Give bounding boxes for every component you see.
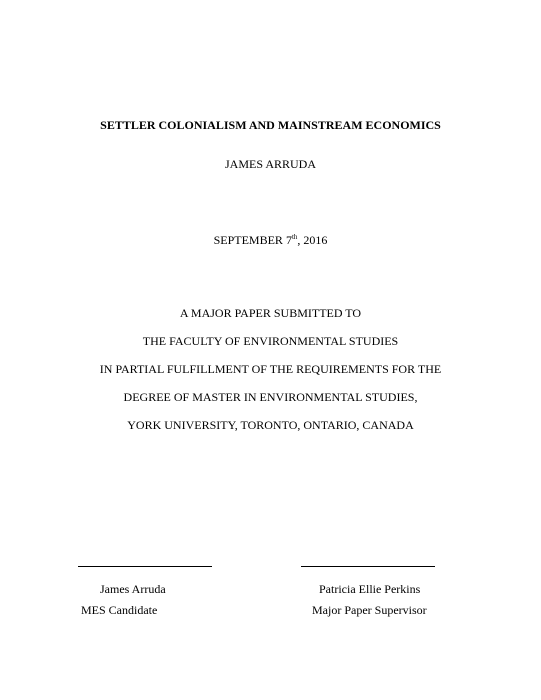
supervisor-name: Patricia Ellie Perkins: [319, 582, 421, 596]
supervisor-role: Major Paper Supervisor: [312, 603, 427, 617]
date-prefix: SEPTEMBER 7: [213, 233, 292, 247]
candidate-name: James Arruda: [100, 582, 166, 596]
submission-date: [0, 233, 541, 247]
submission-line-5: YORK UNIVERSITY, TORONTO, ONTARIO, CANADA: [127, 418, 414, 432]
author-name: JAMES ARRUDA: [224, 157, 317, 171]
submission-line-4: DEGREE OF MASTER IN ENVIRONMENTAL STUDIES,: [123, 390, 418, 404]
candidate-signature-line: [78, 566, 212, 567]
candidate-signature-block: [78, 566, 212, 617]
submission-line-2: THE FACULTY OF ENVIRONMENTAL STUDIES: [142, 334, 399, 348]
submission-line-3: IN PARTIAL FULFILLMENT OF THE REQUIREMENTS FOR THE: [99, 362, 442, 376]
supervisor-signature-block: [301, 566, 435, 617]
submission-line-1: A MAJOR PAPER SUBMITTED TO: [179, 306, 362, 320]
paper-title: SETTLER COLONIALISM AND MAINSTREAM ECONOMICS: [100, 118, 441, 132]
candidate-role: MES Candidate: [81, 603, 158, 617]
supervisor-signature-line: [301, 566, 435, 567]
date-superscript: th: [291, 233, 298, 241]
date-suffix: , 2016: [297, 233, 328, 247]
